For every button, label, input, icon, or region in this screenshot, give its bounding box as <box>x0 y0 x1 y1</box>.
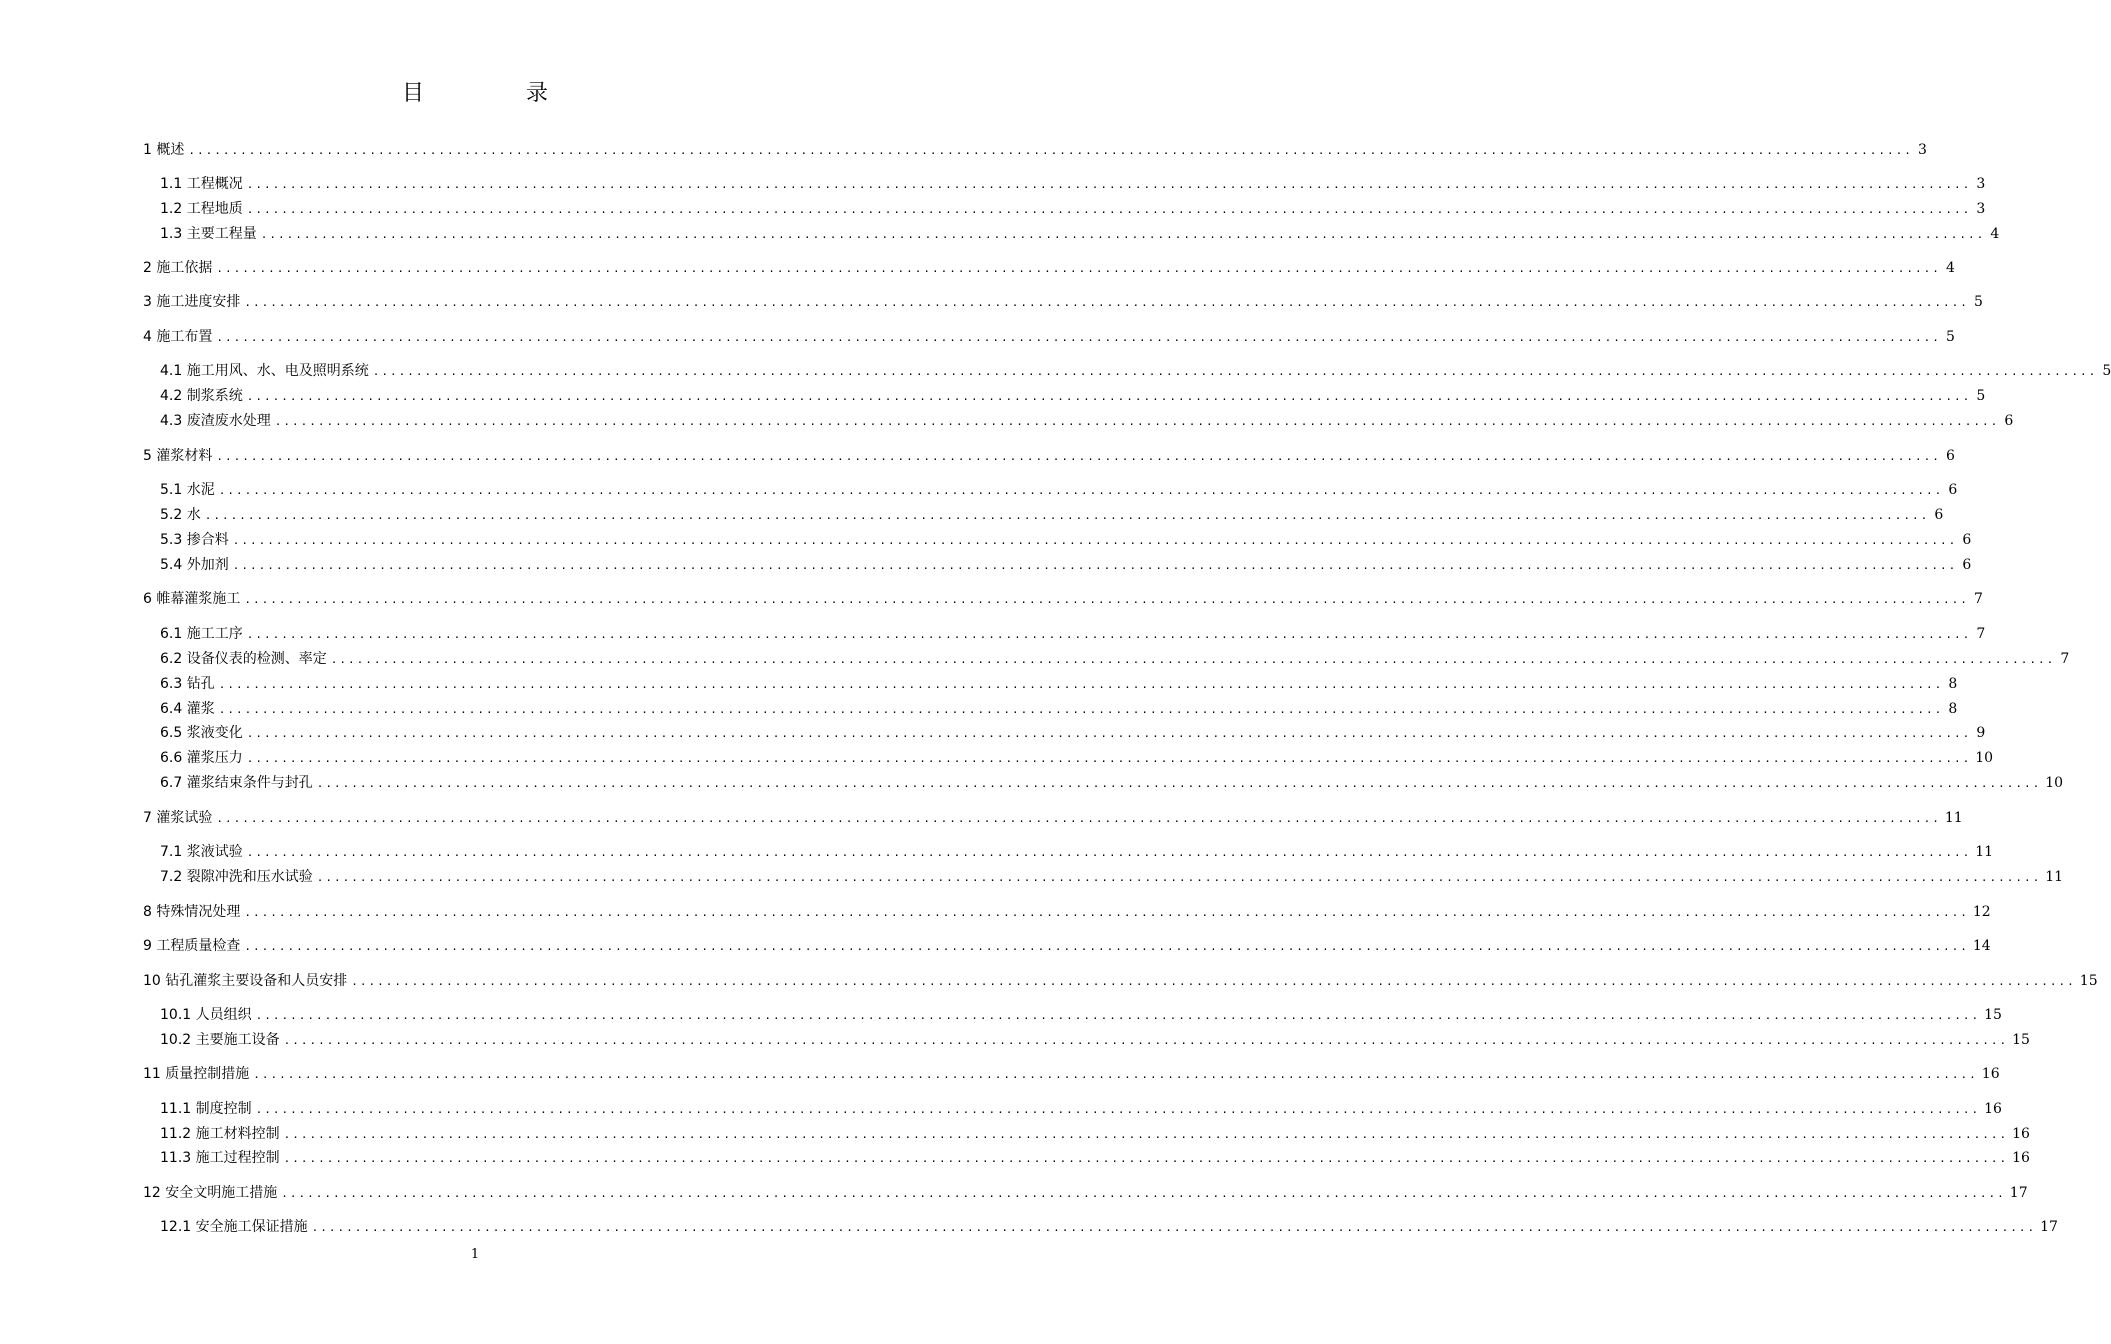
toc-dot-leader: ........................................................................................................................................................................................................ <box>253 1068 1978 1081</box>
toc-entry[interactable] <box>0 808 1963 828</box>
toc-entry-page: 15 <box>2079 973 2098 989</box>
toc-dot-leader: ........................................................................................................................................................................................................ <box>316 871 2042 884</box>
toc-dot-leader: ........................................................................................................................................................................................................ <box>244 906 1969 919</box>
toc-entry[interactable] <box>0 480 1958 500</box>
toc-entry[interactable] <box>0 1005 2002 1025</box>
toc-entry-page: 16 <box>2012 1150 2030 1166</box>
toc-entry-page: 3 <box>1976 201 1986 217</box>
toc-entry-page: 14 <box>1972 938 1991 954</box>
toc-entry-label: 5.3 掺合料 <box>160 532 229 548</box>
toc-dot-leader: ........................................................................................................................................................................................................ <box>188 144 1913 157</box>
toc-entry-label: 8 特殊情况处理 <box>143 904 241 920</box>
toc-entry-label: 6.4 灌浆 <box>160 701 215 717</box>
toc-entry[interactable] <box>0 589 1983 609</box>
toc-entry[interactable] <box>0 1064 2000 1084</box>
toc-entry-label: 10 钻孔灌浆主要设备和人员安排 <box>143 973 348 989</box>
toc-entry[interactable] <box>0 649 2070 669</box>
toc-dot-leader: ........................................................................................................................................................................................................ <box>311 1221 2037 1234</box>
toc-entry[interactable] <box>0 1183 2028 1203</box>
toc-entry-page: 6 <box>1962 557 1972 573</box>
toc-dot-leader: ........................................................................................................................................................................................................ <box>246 752 1972 765</box>
toc-entry-label: 5.4 外加剂 <box>160 557 229 573</box>
toc-dot-leader: ........................................................................................................................................................................................................ <box>232 534 1958 547</box>
toc-entry-page: 8 <box>1948 701 1958 717</box>
toc-entry-label: 6.5 浆液变化 <box>160 725 243 741</box>
toc-dot-leader: ........................................................................................................................................................................................................ <box>216 450 1941 463</box>
toc-dot-leader: ........................................................................................................................................................................................................ <box>255 1009 1981 1022</box>
toc-entry[interactable] <box>0 199 1986 219</box>
toc-dot-leader: ........................................................................................................................................................................................................ <box>204 509 1930 522</box>
toc-entry-label: 4.2 制浆系统 <box>160 388 243 404</box>
toc-entry-label: 6.6 灌浆压力 <box>160 750 243 766</box>
toc-entry-page: 7 <box>2060 651 2070 667</box>
toc-dot-leader: ........................................................................................................................................................................................................ <box>351 975 2076 988</box>
toc-dot-leader: ........................................................................................................................................................................................................ <box>281 1187 2006 1200</box>
toc-entry-label: 6.7 灌浆结束条件与封孔 <box>160 775 313 791</box>
toc-entry-label: 1.1 工程概况 <box>160 176 243 192</box>
toc-entry-page: 6 <box>1948 482 1958 498</box>
toc-dot-leader: ........................................................................................................................................................................................................ <box>260 228 1986 241</box>
toc-entry-label: 4.1 施工用风、水、电及照明系统 <box>160 363 369 379</box>
page-title: 目 录 <box>401 81 588 106</box>
toc-entry-page: 16 <box>2012 1126 2030 1142</box>
toc-dot-leader: ........................................................................................................................................................................................................ <box>246 727 1972 740</box>
toc-entry-label: 4 施工布置 <box>143 329 213 345</box>
toc-dot-leader: ........................................................................................................................................................................................................ <box>246 178 1972 191</box>
toc-dot-leader: ........................................................................................................................................................................................................ <box>218 703 1944 716</box>
toc-entry-label: 5.1 水泥 <box>160 482 215 498</box>
toc-entry-label: 5 灌浆材料 <box>143 448 213 464</box>
toc-entry[interactable] <box>0 1217 2058 1237</box>
toc-entry-label: 1.3 主要工程量 <box>160 226 257 242</box>
toc-dot-leader: ........................................................................................................................................................................................................ <box>244 940 1969 953</box>
toc-entry-page: 16 <box>1981 1066 2000 1082</box>
toc-entry-page: 11 <box>1944 810 1963 826</box>
toc-entry[interactable] <box>0 505 1944 525</box>
toc-entry-page: 6 <box>1934 507 1944 523</box>
toc-entry[interactable] <box>0 530 1972 550</box>
toc-entry-label: 9 工程质量检查 <box>143 938 241 954</box>
toc-entry-label: 4.3 废渣废水处理 <box>160 413 271 429</box>
toc-dot-leader: ........................................................................................................................................................................................................ <box>216 812 1941 825</box>
toc-entry-label: 5.2 水 <box>160 507 201 523</box>
toc-entry[interactable] <box>0 446 1955 466</box>
toc-entry[interactable] <box>0 723 1986 743</box>
toc-entry[interactable] <box>0 1124 2030 1144</box>
toc-dot-leader: ........................................................................................................................................................................................................ <box>330 653 2056 666</box>
toc-entry-page: 16 <box>1984 1101 2002 1117</box>
toc-entry-page: 4 <box>1945 260 1955 276</box>
toc-entry[interactable] <box>0 1099 2002 1119</box>
toc-entry[interactable] <box>0 936 1991 956</box>
toc-entry[interactable] <box>0 624 1986 644</box>
toc-dot-leader: ........................................................................................................................................................................................................ <box>246 628 1972 641</box>
toc-dot-leader: ........................................................................................................................................................................................................ <box>274 415 2000 428</box>
toc-dot-leader: ........................................................................................................................................................................................................ <box>283 1034 2009 1047</box>
toc-dot-leader: ........................................................................................................................................................................................................ <box>218 484 1944 497</box>
toc-entry-page: 9 <box>1976 725 1986 741</box>
toc-entry-label: 11.3 施工过程控制 <box>160 1150 280 1166</box>
toc-entry[interactable] <box>0 411 2014 431</box>
toc-entry[interactable] <box>0 1148 2030 1168</box>
toc-entry-label: 1 概述 <box>143 142 185 158</box>
toc-entry[interactable] <box>0 748 1994 768</box>
toc-entry-label: 6.1 施工工序 <box>160 626 243 642</box>
toc-entry-label: 2 施工依据 <box>143 260 213 276</box>
toc-entry-page: 3 <box>1976 176 1986 192</box>
toc-entry-page: 5 <box>1945 329 1955 345</box>
toc-entry-label: 6.2 设备仪表的检测、率定 <box>160 651 327 667</box>
toc-entry-page: 6 <box>2004 413 2014 429</box>
page-number: 1 <box>470 1247 480 1262</box>
toc-entry-label: 1.2 工程地质 <box>160 201 243 217</box>
toc-entry-page: 5 <box>1976 388 1986 404</box>
toc-entry-label: 12 安全文明施工措施 <box>143 1185 278 1201</box>
toc-entry-label: 7.2 裂隙冲洗和压水试验 <box>160 869 313 885</box>
toc-entry-page: 12 <box>1972 904 1991 920</box>
toc-entry[interactable] <box>0 386 1986 406</box>
toc-entry-label: 11.2 施工材料控制 <box>160 1126 280 1142</box>
toc-entry-label: 11 质量控制措施 <box>143 1066 250 1082</box>
toc-entry-page: 6 <box>1945 448 1955 464</box>
toc-entry-label: 3 施工进度安排 <box>143 294 241 310</box>
toc-entry-label: 6.3 钻孔 <box>160 676 215 692</box>
toc-entry-page: 7 <box>1976 626 1986 642</box>
toc-entry[interactable] <box>0 1030 2030 1050</box>
toc-dot-leader: ........................................................................................................................................................................................................ <box>283 1152 2009 1165</box>
toc-entry[interactable] <box>0 258 1955 278</box>
toc-dot-leader: ........................................................................................................................................................................................................ <box>232 559 1958 572</box>
toc-entry[interactable] <box>0 555 1972 575</box>
toc-entry[interactable] <box>0 842 1994 862</box>
toc-entry[interactable] <box>0 140 1927 160</box>
toc-entry-page: 3 <box>1917 142 1927 158</box>
toc-entry-page: 11 <box>2045 869 2064 885</box>
toc-entry-page: 7 <box>1973 591 1983 607</box>
toc-dot-leader: ........................................................................................................................................................................................................ <box>216 331 1941 344</box>
toc-entry-label: 7.1 浆液试验 <box>160 844 243 860</box>
toc-entry-page: 17 <box>2009 1185 2028 1201</box>
toc-entry[interactable] <box>0 224 2000 244</box>
toc-entry-label: 12.1 安全施工保证措施 <box>160 1219 308 1235</box>
toc-dot-leader: ........................................................................................................................................................................................................ <box>216 262 1941 275</box>
toc-entry-label: 10.1 人员组织 <box>160 1007 252 1023</box>
toc-entry[interactable] <box>0 902 1991 922</box>
toc-entry-page: 5 <box>2102 363 2111 379</box>
toc-dot-leader: ........................................................................................................................................................................................................ <box>372 365 2098 378</box>
toc-entry[interactable] <box>0 292 1983 312</box>
toc-entry[interactable] <box>0 867 2064 887</box>
toc-entry-page: 15 <box>1984 1007 2002 1023</box>
toc-entry-page: 10 <box>2045 775 2064 791</box>
toc-entry[interactable] <box>0 174 1986 194</box>
toc-entry[interactable] <box>0 327 1955 347</box>
toc-entry[interactable] <box>0 361 2111 381</box>
toc-dot-leader: ........................................................................................................................................................................................................ <box>255 1103 1981 1116</box>
toc-dot-leader: ........................................................................................................................................................................................................ <box>218 678 1944 691</box>
toc-dot-leader: ........................................................................................................................................................................................................ <box>283 1128 2009 1141</box>
toc-entry[interactable] <box>0 971 2098 991</box>
toc-entry-page: 4 <box>1990 226 2000 242</box>
toc-entry-label: 6 帷幕灌浆施工 <box>143 591 241 607</box>
toc-entry-page: 10 <box>1975 750 1994 766</box>
toc-entry-page: 17 <box>2040 1219 2058 1235</box>
toc-dot-leader: ........................................................................................................................................................................................................ <box>244 593 1969 606</box>
toc-dot-leader: ........................................................................................................................................................................................................ <box>246 390 1972 403</box>
toc-dot-leader: ........................................................................................................................................................................................................ <box>316 777 2042 790</box>
toc-entry[interactable] <box>0 773 2064 793</box>
toc-dot-leader: ........................................................................................................................................................................................................ <box>246 203 1972 216</box>
toc-entry-page: 15 <box>2012 1032 2030 1048</box>
toc-entry-label: 7 灌浆试验 <box>143 810 213 826</box>
toc-dot-leader: ........................................................................................................................................................................................................ <box>244 296 1969 309</box>
toc-entry-label: 11.1 制度控制 <box>160 1101 252 1117</box>
toc-entry[interactable] <box>0 674 1958 694</box>
toc-entry-label: 10.2 主要施工设备 <box>160 1032 280 1048</box>
toc-entry[interactable] <box>0 699 1958 719</box>
toc-dot-leader: ........................................................................................................................................................................................................ <box>246 846 1972 859</box>
toc-entry-page: 5 <box>1973 294 1983 310</box>
toc-entry-page: 6 <box>1962 532 1972 548</box>
toc-entry-page: 11 <box>1975 844 1994 860</box>
toc-entry-page: 8 <box>1948 676 1958 692</box>
